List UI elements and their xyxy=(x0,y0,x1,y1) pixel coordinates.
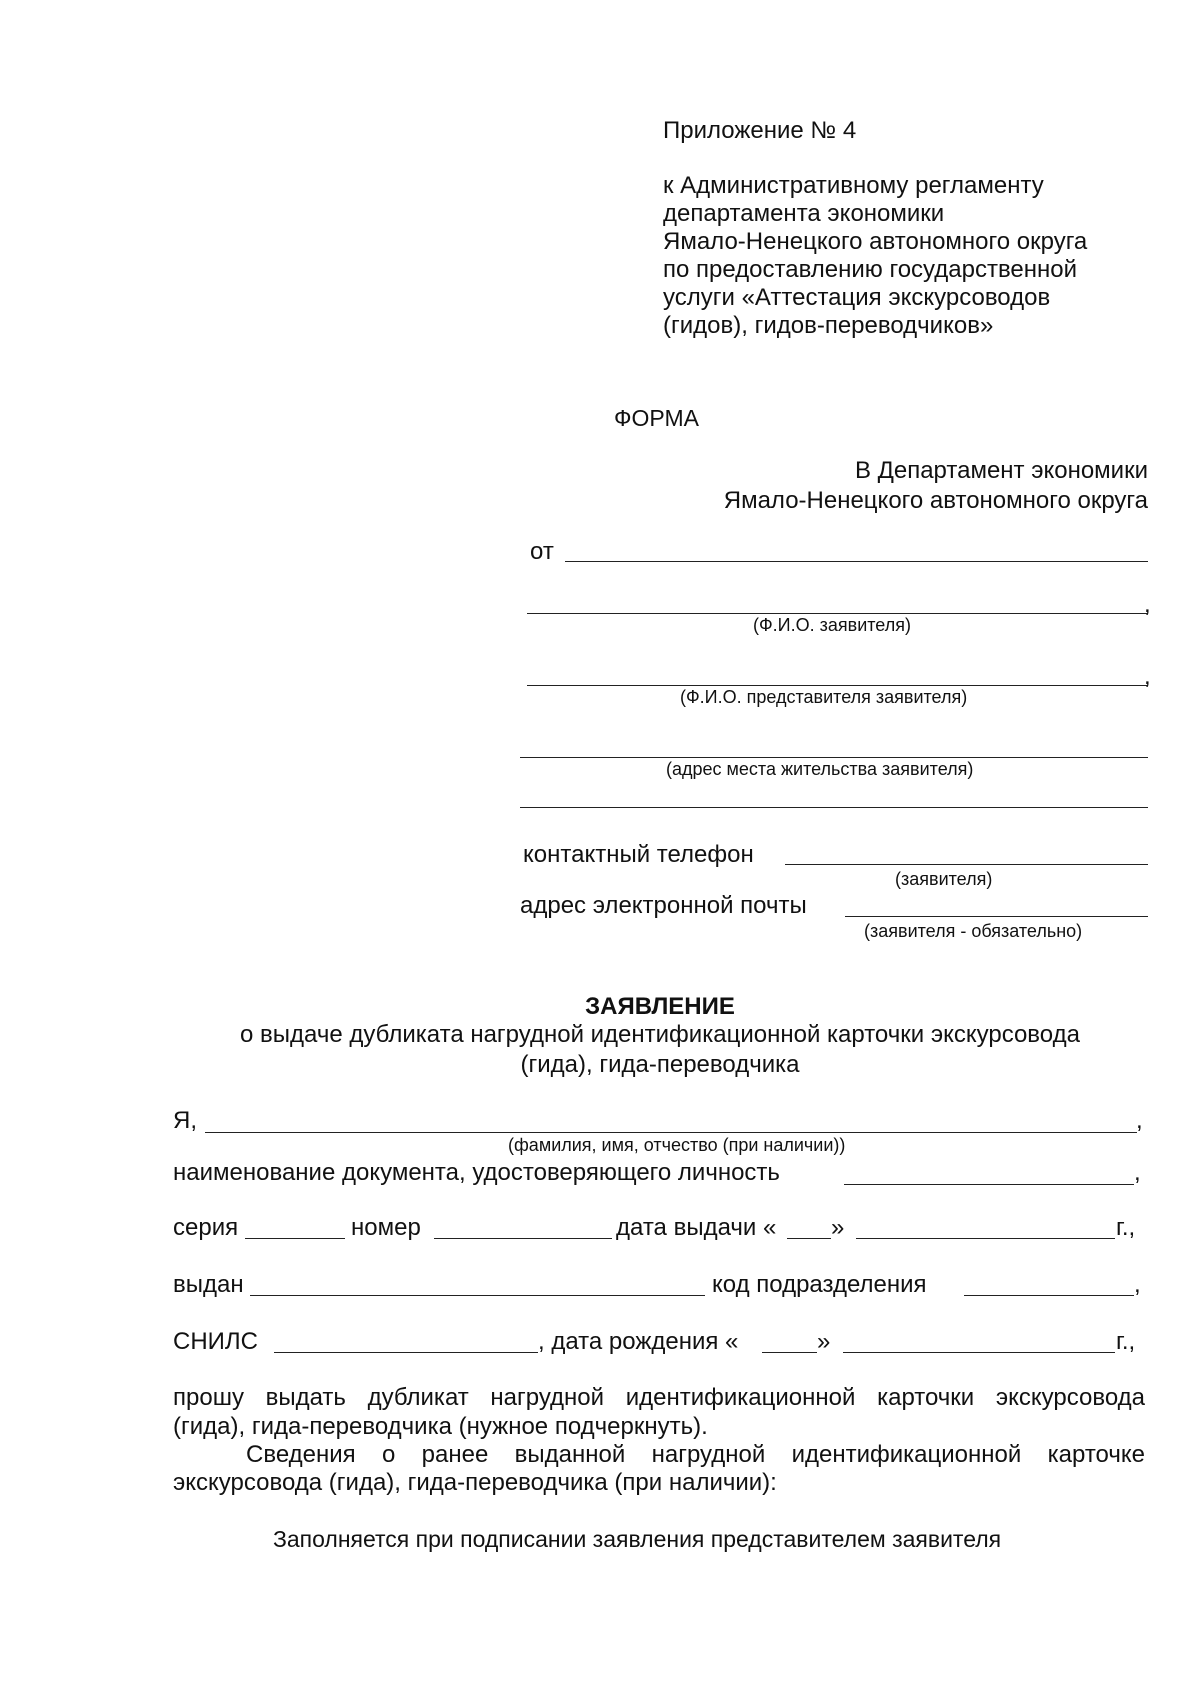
id-document-label: наименование документа, удостоверяющего личность xyxy=(173,1159,780,1186)
phone-label: контактный телефон xyxy=(523,841,754,868)
appendix-line: Ямало-Ненецкого автономного округа xyxy=(663,228,1088,255)
full-name-comma: , xyxy=(1136,1107,1143,1134)
representative-name-caption: (Ф.И.О. представителя заявителя) xyxy=(680,687,968,707)
full-name-caption: (фамилия, имя, отчество (при наличии)) xyxy=(508,1135,846,1155)
birth-month-year-line[interactable] xyxy=(843,1352,1115,1353)
addressee-line-1: В Департамент экономики xyxy=(854,457,1148,484)
from-line[interactable] xyxy=(565,561,1148,562)
phone-line[interactable] xyxy=(785,864,1148,865)
email-line[interactable] xyxy=(845,916,1148,917)
appendix-line: услуги «Аттестация экскурсоводов xyxy=(663,284,1051,311)
full-name-line[interactable] xyxy=(205,1132,1137,1133)
representative-name-comma: , xyxy=(1144,663,1151,690)
issue-day-line[interactable] xyxy=(787,1238,831,1239)
division-code-label: код подразделения xyxy=(712,1271,927,1298)
email-caption: (заявителя - обязательно) xyxy=(864,921,1083,941)
statement-subtitle-line-2: (гида), гида-переводчика xyxy=(520,1051,800,1078)
division-code-comma: , xyxy=(1134,1271,1141,1298)
i-label: Я, xyxy=(173,1107,197,1134)
issued-by-line[interactable] xyxy=(250,1295,705,1296)
birth-year-suffix: г., xyxy=(1116,1328,1136,1355)
appendix-line: департамента экономики xyxy=(663,200,945,227)
birth-date-label: , дата рождения « xyxy=(538,1328,739,1355)
previous-card-info-line-1: Сведения о ранее выданной нагрудной идентификационной карточке xyxy=(246,1441,1145,1468)
id-document-line[interactable] xyxy=(844,1184,1134,1185)
addressee-line-2: Ямало-Ненецкого автономного округа xyxy=(723,487,1148,514)
request-line-1: прошу выдать дубликат нагрудной идентификационной карточки экскурсовода xyxy=(173,1384,1145,1411)
issued-by-label: выдан xyxy=(173,1271,244,1298)
division-code-line[interactable] xyxy=(964,1295,1134,1296)
previous-card-info-line-2: экскурсовода (гида), гида-переводчика (при наличии): xyxy=(173,1469,777,1496)
applicant-name-comma: , xyxy=(1144,591,1151,618)
number-label: номер xyxy=(351,1214,421,1241)
phone-caption: (заявителя) xyxy=(895,869,993,889)
number-line[interactable] xyxy=(434,1238,612,1239)
from-label: от xyxy=(530,538,554,565)
id-document-comma: , xyxy=(1134,1159,1141,1186)
issue-year-suffix: г., xyxy=(1116,1214,1136,1241)
issue-month-year-line[interactable] xyxy=(856,1238,1115,1239)
snils-line[interactable] xyxy=(274,1352,538,1353)
statement-title: ЗАЯВЛЕНИЕ xyxy=(585,993,735,1020)
request-line-2: (гида), гида-переводчика (нужное подчеркнуть). xyxy=(173,1413,708,1440)
series-line[interactable] xyxy=(245,1238,345,1239)
address-caption: (адрес места жительства заявителя) xyxy=(666,759,974,779)
address-line-2[interactable] xyxy=(520,807,1148,808)
representative-note: Заполняется при подписании заявления представителем заявителя xyxy=(273,1526,1002,1552)
form-label: ФОРМА xyxy=(614,405,699,431)
email-label: адрес электронной почты xyxy=(520,892,807,919)
appendix-title: Приложение № 4 xyxy=(663,117,857,144)
issue-day-quote-close: » xyxy=(831,1214,845,1241)
birth-day-line[interactable] xyxy=(762,1352,817,1353)
snils-label: СНИЛС xyxy=(173,1328,258,1355)
appendix-line: (гидов), гидов-переводчиков» xyxy=(663,312,994,339)
statement-subtitle-line-1: о выдаче дубликата нагрудной идентификационной карточки экскурсовода xyxy=(240,1021,1080,1048)
birth-day-quote-close: » xyxy=(817,1328,831,1355)
series-label: серия xyxy=(173,1214,239,1241)
appendix-description xyxy=(663,172,1087,340)
applicant-name-caption: (Ф.И.О. заявителя) xyxy=(753,615,911,635)
issue-date-label: дата выдачи « xyxy=(616,1214,777,1241)
appendix-line: к Административному регламенту xyxy=(663,172,1044,199)
appendix-line: по предоставлению государственной xyxy=(663,256,1078,283)
